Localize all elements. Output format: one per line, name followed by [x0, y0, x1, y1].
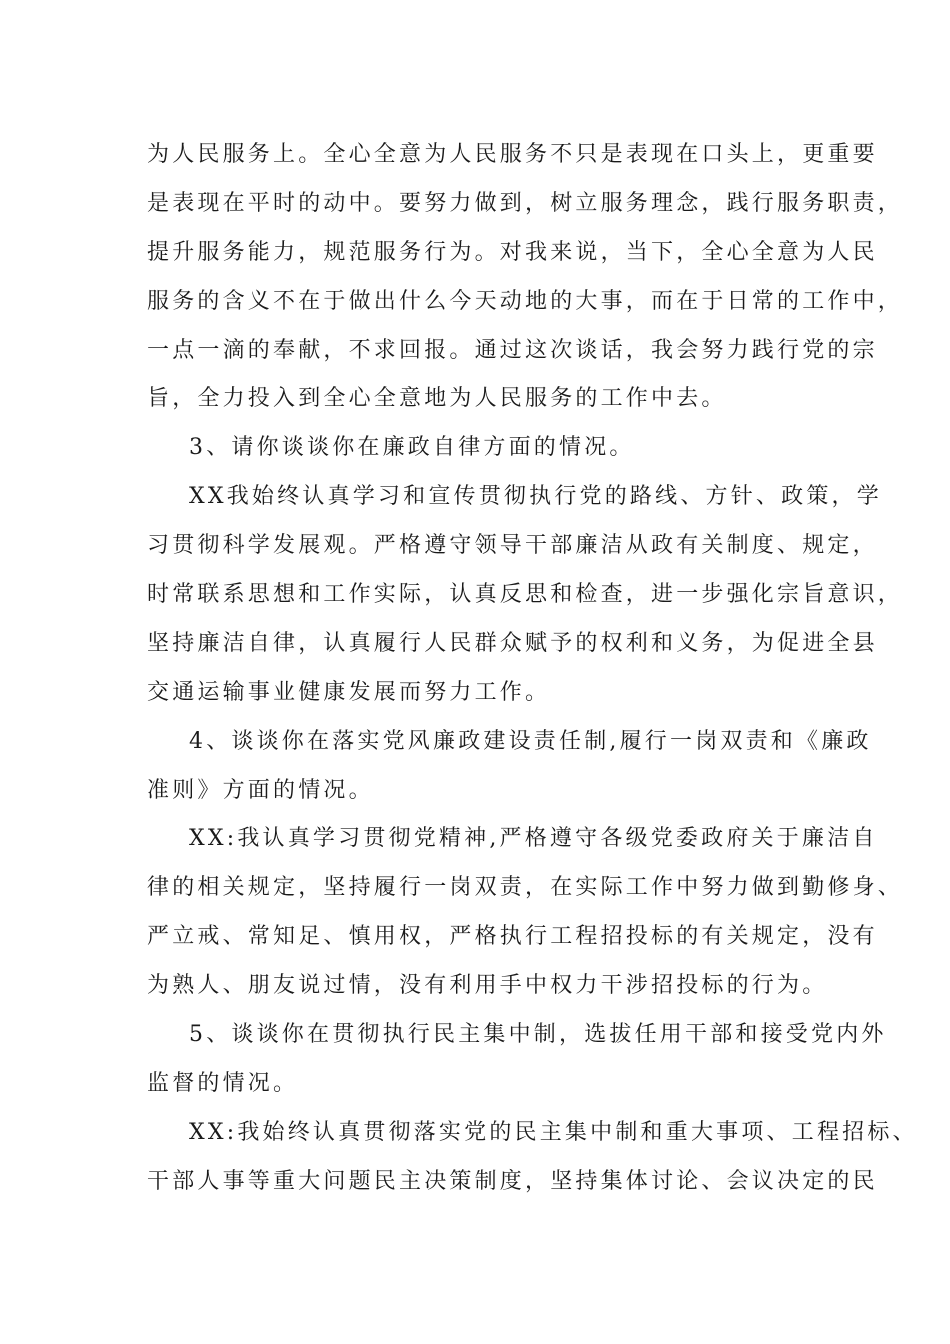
text-line: 习贯彻科学发展观。严格遵守领导干部廉洁从政有关制度、规定，: [147, 533, 878, 559]
text-line: 严立戒、常知足、慎用权，严格执行工程招投标的有关规定，没有: [147, 924, 878, 950]
text-line: 准则》方面的情况。: [147, 777, 374, 803]
text-line: 为熟人、朋友说过情，没有利用手中权力干涉招投标的行为。: [147, 973, 828, 999]
text-line: 是表现在平时的动中。要努力做到，树立服务理念，践行服务职责，: [147, 190, 904, 216]
text-line: 提升服务能力，规范服务行为。对我来说，当下，全心全意为人民: [147, 239, 878, 265]
text-line: 监督的情况。: [147, 1070, 299, 1096]
text-line: 服务的含义不在于做出什么今天动地的大事，而在于日常的工作中，: [147, 288, 904, 314]
text-line: 坚持廉洁自律，认真履行人民群众赋予的权利和义务，为促进全县: [147, 630, 878, 656]
text-line: 交通运输事业健康发展而努力工作。: [147, 679, 551, 705]
text-line: 律的相关规定，坚持履行一岗双责，在实际工作中努力做到勤修身、: [147, 875, 904, 901]
answer-line: XX:我认真学习贯彻党精神,严格遵守各级党委政府关于廉洁自: [189, 826, 878, 852]
text-line: 旨，全力投入到全心全意地为人民服务的工作中去。: [147, 386, 727, 412]
text-line: 干部人事等重大问题民主决策制度，坚持集体讨论、会议决定的民: [147, 1168, 878, 1194]
text-line: 时常联系思想和工作实际，认真反思和检查，进一步强化宗旨意识，: [147, 582, 904, 608]
question-heading: 4、谈谈你在落实党风廉政建设责任制,履行一岗双责和《廉政: [189, 728, 872, 754]
text-line: 一点一滴的奉献，不求回报。通过这次谈话，我会努力践行党的宗: [147, 337, 878, 363]
question-heading: 5、谈谈你在贯彻执行民主集中制，选拔任用干部和接受党内外: [189, 1022, 887, 1048]
document-body: [147, 131, 918, 1207]
answer-line: XX:我始终认真贯彻落实党的民主集中制和重大事项、工程招标、: [189, 1119, 918, 1145]
answer-line: XX我始终认真学习和宣传贯彻执行党的路线、方针、政策，学: [189, 484, 882, 510]
question-heading: 3、请你谈谈你在廉政自律方面的情况。: [189, 435, 635, 461]
text-line: 为人民服务上。全心全意为人民服务不只是表现在口头上，更重要: [147, 142, 878, 167]
